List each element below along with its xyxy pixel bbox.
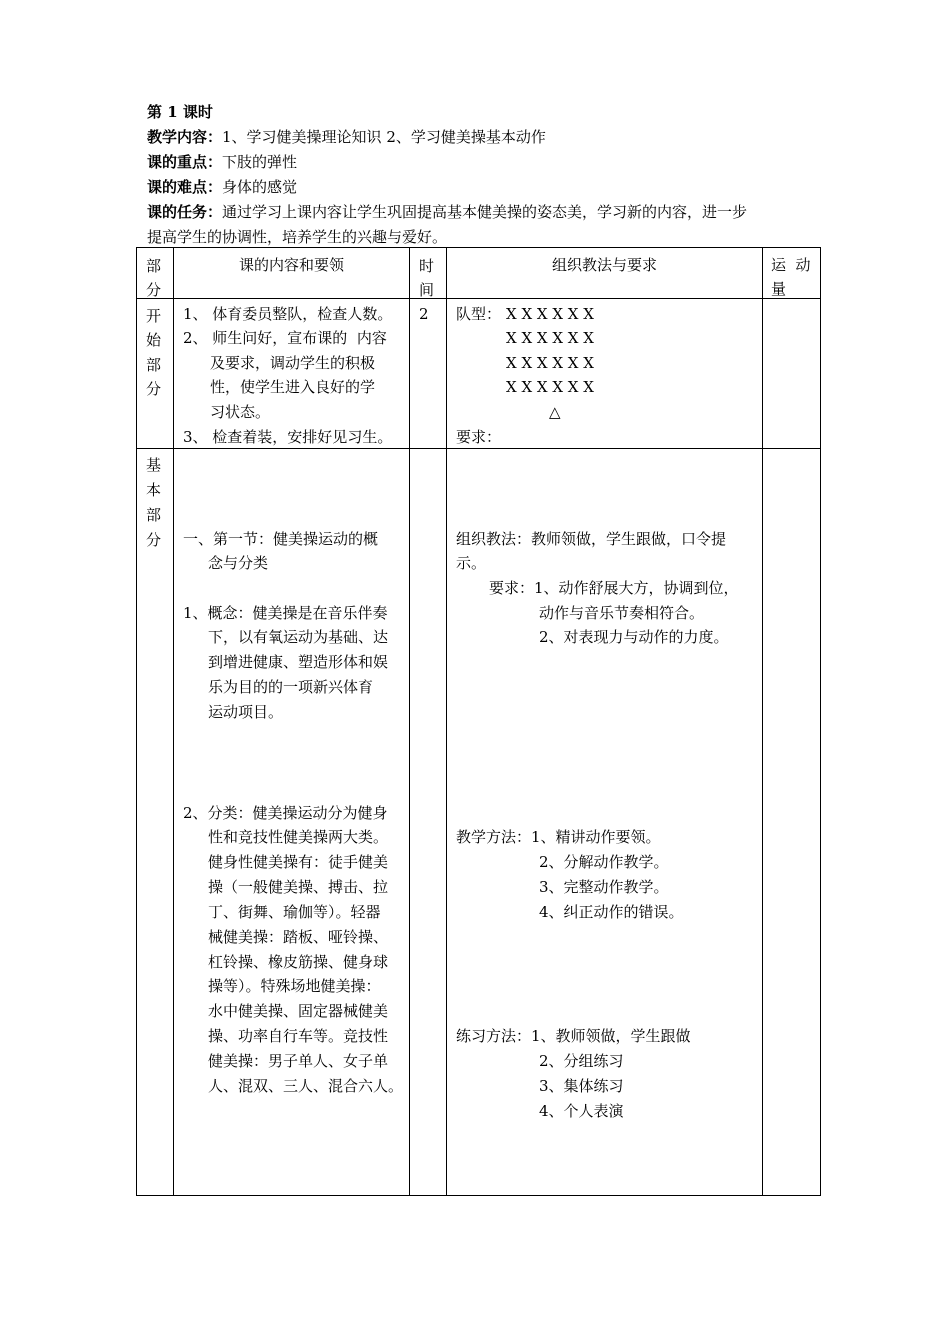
class-line-10: 操、功率自行车等。竞技性	[208, 1027, 389, 1045]
start-requirement: 要求：	[456, 428, 502, 446]
lesson-number: 第 1 课时	[147, 103, 213, 121]
start-part-2: 始	[146, 331, 162, 349]
practice-method-4: 4、个人表演	[539, 1102, 624, 1120]
formation-label: 队型：	[456, 305, 502, 323]
lesson-plan-table	[136, 247, 821, 1196]
practice-method-2: 2、分组练习	[539, 1052, 624, 1070]
start-part-1: 开	[146, 307, 162, 325]
concept-line-1: 1、概念：健美操是在音乐伴奏	[183, 604, 388, 622]
difficulty	[147, 175, 297, 200]
basic-part-1: 基	[146, 456, 162, 474]
key-point-value: 下肢的弹性	[222, 153, 298, 171]
class-line-8: 操等）。特殊场地健美操：	[208, 977, 381, 995]
difficulty-label: 课的难点：	[147, 178, 223, 196]
header-part-2: 分	[146, 281, 162, 299]
teach-method-1: 教学方法：1、精讲动作要领。	[456, 828, 661, 846]
teacher-triangle-icon: △	[549, 403, 561, 421]
start-part-4: 分	[146, 380, 162, 398]
class-line-9: 水中健美操、固定器械健美	[208, 1002, 389, 1020]
formation-row-1: X X X X X X	[506, 305, 594, 323]
header-time-1: 时	[419, 257, 435, 275]
teaching-content-label: 教学内容：	[147, 128, 223, 146]
concept-line-4: 乐为目的的一项新兴体育	[208, 678, 374, 696]
class-line-1: 2、分类：健美操运动分为健身	[183, 804, 388, 822]
section-title-cont: 念与分类	[208, 554, 269, 572]
start-item-1: 1、 体育委员整队，检查人数。	[183, 305, 393, 323]
start-item-3: 3、 检查着装，安排好见习生。	[183, 428, 393, 446]
basic-part-2: 本	[146, 481, 162, 499]
concept-line-3: 到增进健康、塑造形体和娱	[208, 653, 389, 671]
concept-line-2: 下，以有氧运动为基础、达	[208, 628, 389, 646]
start-part-3: 部	[146, 356, 162, 374]
basic-part-3: 部	[146, 506, 162, 524]
teach-method-4: 4、纠正动作的错误。	[539, 903, 684, 921]
basic-part-4: 分	[146, 531, 162, 549]
lesson-task-continued	[147, 225, 447, 250]
header-time-2: 间	[419, 281, 435, 299]
start-item-2-cont-3: 习状态。	[210, 403, 271, 421]
class-line-12: 人、混双、三人、混合六人。	[208, 1077, 404, 1095]
start-item-2-cont-1: 及要求，调动学生的积极	[210, 354, 376, 372]
task-label: 课的任务：	[147, 203, 223, 221]
start-row	[137, 299, 821, 449]
task-line-2: 提高学生的协调性，培养学生的兴趣与爱好。	[147, 228, 448, 246]
header-content: 课的内容和要领	[238, 256, 344, 274]
header-part-1: 部	[146, 257, 162, 275]
class-line-5: 丁、街舞、瑜伽等）。轻器	[208, 903, 381, 921]
practice-method-1: 练习方法：1、教师领做，学生跟做	[456, 1027, 691, 1045]
header-load-1: 运 动	[771, 256, 811, 274]
formation-row-4: X X X X X X	[506, 378, 594, 396]
task-line-1: 通过学习上课内容让学生巩固提高基本健美操的姿态美，学习新的内容，进一步	[222, 203, 748, 221]
lesson-task	[147, 200, 747, 225]
difficulty-value: 身体的感觉	[222, 178, 298, 196]
teaching-content	[147, 125, 546, 150]
class-line-11: 健美操：男子单人、女子单	[208, 1052, 389, 1070]
org-method-line-1: 组织教法：教师领做，学生跟做，口令提	[456, 530, 727, 548]
start-time: 2	[419, 305, 429, 323]
formation-row-2: X X X X X X	[506, 329, 594, 347]
header-method: 组织教法与要求	[551, 256, 657, 274]
req-line-1: 要求：1、动作舒展大方，协调到位，	[489, 579, 739, 597]
header-row	[137, 248, 821, 299]
key-point	[147, 150, 297, 175]
teach-method-3: 3、完整动作教学。	[539, 878, 669, 896]
start-item-2: 2、 师生问好，宣布课的 内容	[183, 329, 387, 347]
basic-row	[137, 449, 821, 1196]
header-load-2: 量	[771, 280, 787, 298]
class-line-7: 杠铃操、橡皮筋操、健身球	[208, 953, 389, 971]
req-line-2: 动作与音乐节奏相符合。	[539, 604, 705, 622]
org-method-line-2: 示。	[456, 554, 487, 572]
start-item-2-cont-2: 性，使学生进入良好的学	[210, 378, 376, 396]
teaching-content-value: 1、学习健美操理论知识 2、学习健美操基本动作	[222, 128, 546, 146]
class-line-6: 械健美操：踏板、哑铃操、	[208, 928, 389, 946]
key-point-label: 课的重点：	[147, 153, 223, 171]
req-line-3: 2、对表现力与动作的力度。	[539, 628, 729, 646]
teach-method-2: 2、分解动作教学。	[539, 853, 669, 871]
concept-line-5: 运动项目。	[208, 703, 284, 721]
class-line-3: 健身性健美操有：徒手健美	[208, 853, 389, 871]
section-title: 一、第一节：健美操运动的概	[183, 530, 379, 548]
class-line-4: 操（一般健美操、搏击、拉	[208, 878, 389, 896]
class-line-2: 性和竞技性健美操两大类。	[208, 828, 389, 846]
formation-row-3: X X X X X X	[506, 354, 594, 372]
practice-method-3: 3、集体练习	[539, 1077, 624, 1095]
